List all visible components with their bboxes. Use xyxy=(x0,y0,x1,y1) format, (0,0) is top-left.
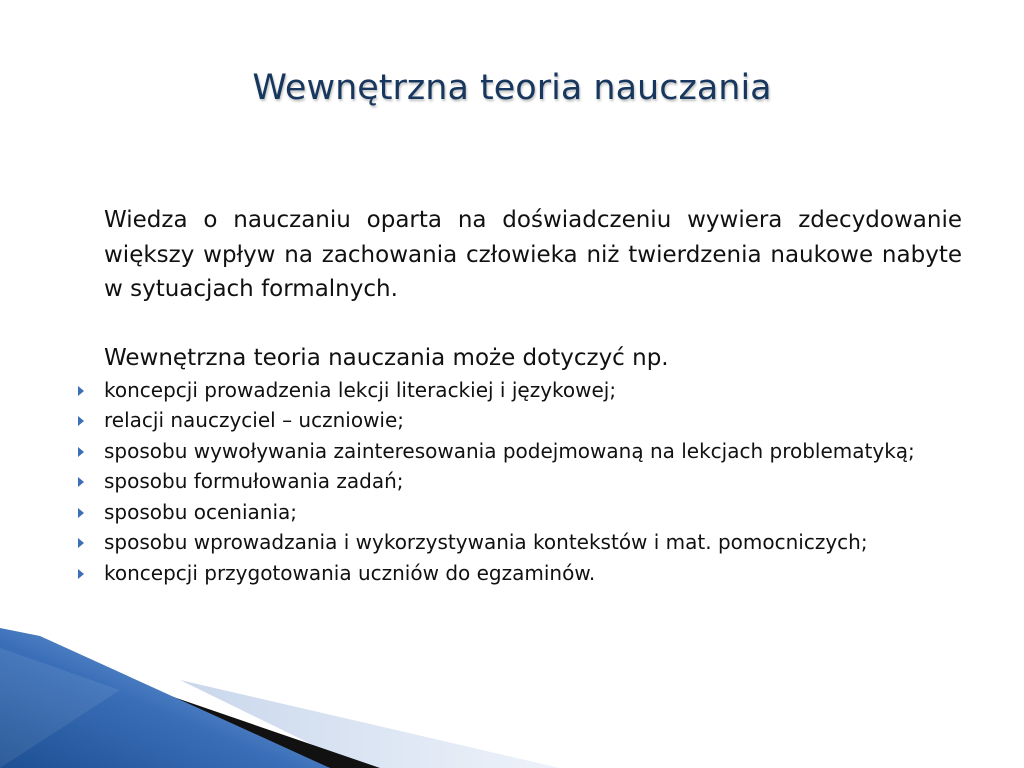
body-paragraph: Wiedza o nauczaniu oparta na doświadczeniu wywiera zdecydowanie większy wpływ na zachowania człowieka niż twierdzenia naukowe nabyte w sytuacjach formalnych. xyxy=(104,207,962,302)
slide-content xyxy=(104,203,962,588)
list-item xyxy=(104,466,962,497)
list-item-text: sposobu wprowadzania i wykorzystywania kontekstów i mat. pomocniczych; xyxy=(104,530,868,554)
bullet-list xyxy=(104,375,962,589)
list-item-text: sposobu wywoływania zainteresowania podejmowaną na lekcjach problematyką; xyxy=(104,438,915,463)
list-item xyxy=(104,405,962,436)
list-item xyxy=(104,436,962,467)
list-item-text: koncepcji prowadzenia lekcji literackiej i językowej; xyxy=(104,377,617,402)
slide-title: Wewnętrzna teoria nauczania xyxy=(252,68,772,108)
corner-decoration xyxy=(0,628,1024,768)
list-item-text: koncepcji przygotowania uczniów do egzaminów. xyxy=(104,560,596,585)
triangle-right-icon xyxy=(78,447,84,457)
list-item xyxy=(104,375,962,406)
triangle-right-icon xyxy=(78,386,84,396)
triangle-right-icon xyxy=(78,569,84,579)
triangle-right-icon xyxy=(78,538,84,548)
list-item xyxy=(104,527,962,558)
list-item xyxy=(104,497,962,528)
triangle-right-icon xyxy=(78,508,84,518)
list-item xyxy=(104,558,962,589)
list-item-text: sposobu formułowania zadań; xyxy=(104,469,404,493)
intro-text: Wewnętrzna teoria nauczania może dotyczyć np. xyxy=(104,344,669,371)
list-item-text: sposobu oceniania; xyxy=(104,499,297,524)
triangle-right-icon xyxy=(78,416,84,426)
spacer xyxy=(104,307,962,341)
list-item-text: relacji nauczyciel – uczniowie; xyxy=(104,408,405,432)
triangle-right-icon xyxy=(78,477,84,487)
